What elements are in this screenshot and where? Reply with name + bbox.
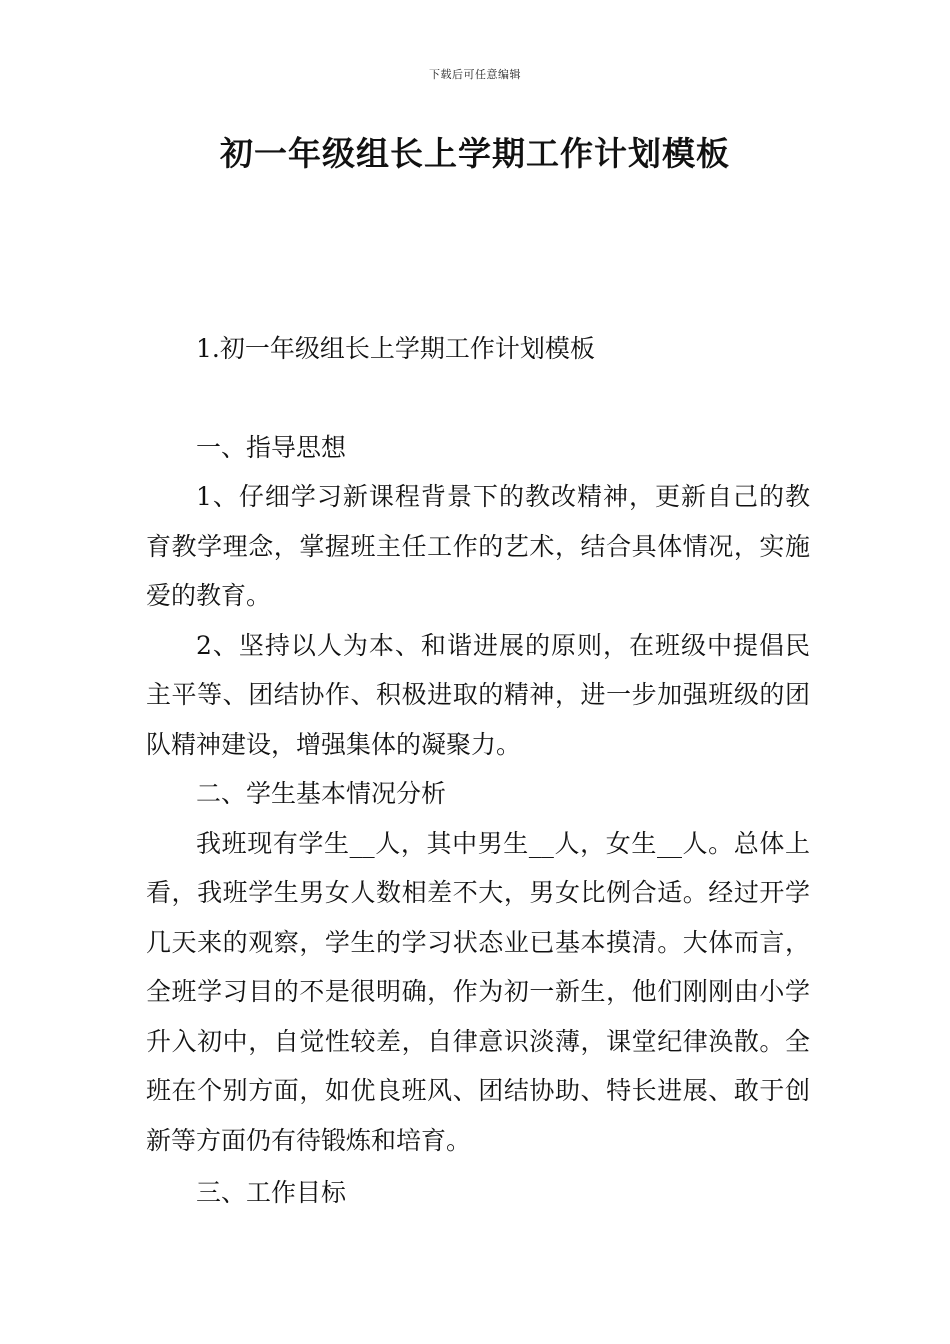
section-heading-guiding-ideology: 一、指导思想 [196, 432, 347, 462]
document-title: 初一年级组长上学期工作计划模板 [220, 134, 730, 173]
section-heading-work-goals: 三、工作目标 [196, 1178, 347, 1207]
section-subtitle: 1.初一年级组长上学期工作计划模板 [196, 334, 595, 363]
header-note: 下载后可任意编辑 [429, 68, 521, 81]
paragraph-item-2: 2、坚持以人为本、和谐进展的原则，在班级中提倡民主平等、团结协作、积极进取的精神，进一步加强班级的团队精神建设，增强集体的凝聚力。 [146, 630, 810, 759]
document-body [146, 324, 810, 1218]
paragraph-student-analysis: 我班现有学生__人，其中男生__人，女生__人。总体上看，我班学生男女人数相差不大，男女比例合适。经过开学几天来的观察，学生的学习状态业已基本摸清。大体而言，全班学习目的不是很明确，作为初一新生，他们刚刚由小学升入初中，自觉性较差，自律意识淡薄，课堂纪律涣散。全班在个别方面，如优良班风、团结协助、特长进展、敢于创新等方面仍有待锻炼和培育。 [146, 828, 810, 1155]
section-heading-student-analysis: 二、学生基本情况分析 [196, 779, 447, 808]
paragraph-item-1: 1、仔细学习新课程背景下的教改精神，更新自己的教育教学理念，掌握班主任工作的艺术，结合具体情况，实施爱的教育。 [146, 482, 810, 610]
